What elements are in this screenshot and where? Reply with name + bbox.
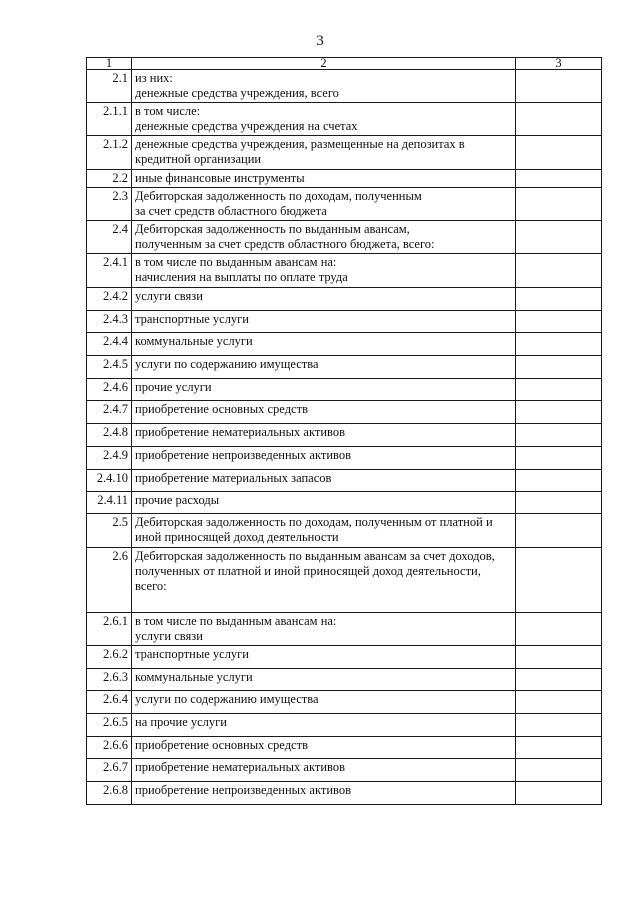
row-value [516,759,602,782]
table-row [87,737,602,759]
row-value [516,782,602,805]
row-description: услуги по содержанию имущества [132,356,516,379]
row-value [516,669,602,691]
row-code: 2.6.2 [87,646,132,669]
page-number: 3 [316,33,324,49]
row-value [516,379,602,401]
row-value [516,447,602,470]
row-value [516,401,602,424]
row-description: услуги по содержанию имущества [132,691,516,714]
row-code: 2.4.11 [87,492,132,514]
table-row [87,221,602,254]
table-row [87,379,602,401]
table-row [87,447,602,470]
table-row [87,470,602,492]
table-row [87,311,602,333]
row-code: 2.4.6 [87,379,132,401]
row-description: услуги связи [132,288,516,311]
row-code: 2.4.9 [87,447,132,470]
table-row [87,254,602,288]
row-description: приобретение нематериальных активов [132,424,516,447]
table-row [87,424,602,447]
row-code: 2.1 [87,70,132,103]
row-description: Дебиторская задолженность по доходам, полученным от платной и иной приносящей доход деятельности [132,514,516,548]
row-value [516,548,602,613]
table-row [87,759,602,782]
row-code: 2.6.4 [87,691,132,714]
table-row [87,691,602,714]
table-row [87,288,602,311]
table-row [87,492,602,514]
row-value [516,254,602,288]
row-code: 2.4 [87,221,132,254]
table-row [87,669,602,691]
row-description: Дебиторская задолженность по выданным авансам, полученным за счет средств областного бюджета, всего: [132,221,516,254]
row-description: Дебиторская задолженность по выданным авансам за счет доходов, полученных от платной и иной приносящей доход деятельности, всего: [132,548,516,613]
row-description: приобретение нематериальных активов [132,759,516,782]
table-row [87,70,602,103]
row-description: приобретение материальных запасов [132,470,516,492]
row-code: 2.6 [87,548,132,613]
row-value [516,136,602,170]
row-value [516,188,602,221]
row-value [516,311,602,333]
row-code: 2.6.5 [87,714,132,737]
row-description: прочие услуги [132,379,516,401]
row-description: денежные средства учреждения, размещенные на депозитах в кредитной организации [132,136,516,170]
table-row [87,356,602,379]
table-row [87,548,602,613]
table-row [87,613,602,646]
row-code: 2.2 [87,170,132,188]
table-row [87,188,602,221]
row-code: 2.4.8 [87,424,132,447]
row-description: в том числе по выданным авансам на: услуги связи [132,613,516,646]
row-code: 2.4.7 [87,401,132,424]
row-code: 2.4.3 [87,311,132,333]
row-value [516,691,602,714]
row-description: Дебиторская задолженность по доходам, полученным за счет средств областного бюджета [132,188,516,221]
row-code: 2.4.10 [87,470,132,492]
table-row [87,103,602,136]
table-row [87,401,602,424]
row-description: транспортные услуги [132,311,516,333]
row-code: 2.3 [87,188,132,221]
table-row [87,136,602,170]
row-value [516,103,602,136]
row-code: 2.4.1 [87,254,132,288]
row-code: 2.6.7 [87,759,132,782]
table-row [87,170,602,188]
table-row [87,514,602,548]
table-row [87,646,602,669]
column-header-1: 1 [87,58,132,70]
row-value [516,333,602,356]
table-body [87,70,602,805]
row-description: в том числе по выданным авансам на: начисления на выплаты по оплате труда [132,254,516,288]
row-description: коммунальные услуги [132,669,516,691]
row-value [516,221,602,254]
row-value [516,288,602,311]
row-value [516,170,602,188]
row-value [516,737,602,759]
row-code: 2.5 [87,514,132,548]
table-header-row [87,58,602,70]
row-description: из них: денежные средства учреждения, всего [132,70,516,103]
row-value [516,492,602,514]
row-value [516,470,602,492]
row-description: приобретение основных средств [132,401,516,424]
column-header-3: 3 [516,58,602,70]
row-description: приобретение непроизведенных активов [132,782,516,805]
row-description: прочие расходы [132,492,516,514]
row-description: приобретение основных средств [132,737,516,759]
row-value [516,70,602,103]
row-value [516,714,602,737]
row-value [516,613,602,646]
row-value [516,356,602,379]
row-value [516,646,602,669]
row-description: в том числе: денежные средства учреждения на счетах [132,103,516,136]
row-code: 2.6.6 [87,737,132,759]
row-code: 2.4.4 [87,333,132,356]
row-value [516,424,602,447]
table-row [87,333,602,356]
row-value [516,514,602,548]
row-code: 2.4.2 [87,288,132,311]
row-code: 2.1.1 [87,103,132,136]
row-description: транспортные услуги [132,646,516,669]
row-description: коммунальные услуги [132,333,516,356]
table-row [87,714,602,737]
table-row [87,782,602,805]
row-description: приобретение непроизведенных активов [132,447,516,470]
row-code: 2.1.2 [87,136,132,170]
row-description: иные финансовые инструменты [132,170,516,188]
column-header-2: 2 [132,58,516,70]
row-code: 2.6.3 [87,669,132,691]
row-code: 2.6.8 [87,782,132,805]
indicators-table [86,57,602,805]
row-code: 2.4.5 [87,356,132,379]
row-description: на прочие услуги [132,714,516,737]
row-code: 2.6.1 [87,613,132,646]
